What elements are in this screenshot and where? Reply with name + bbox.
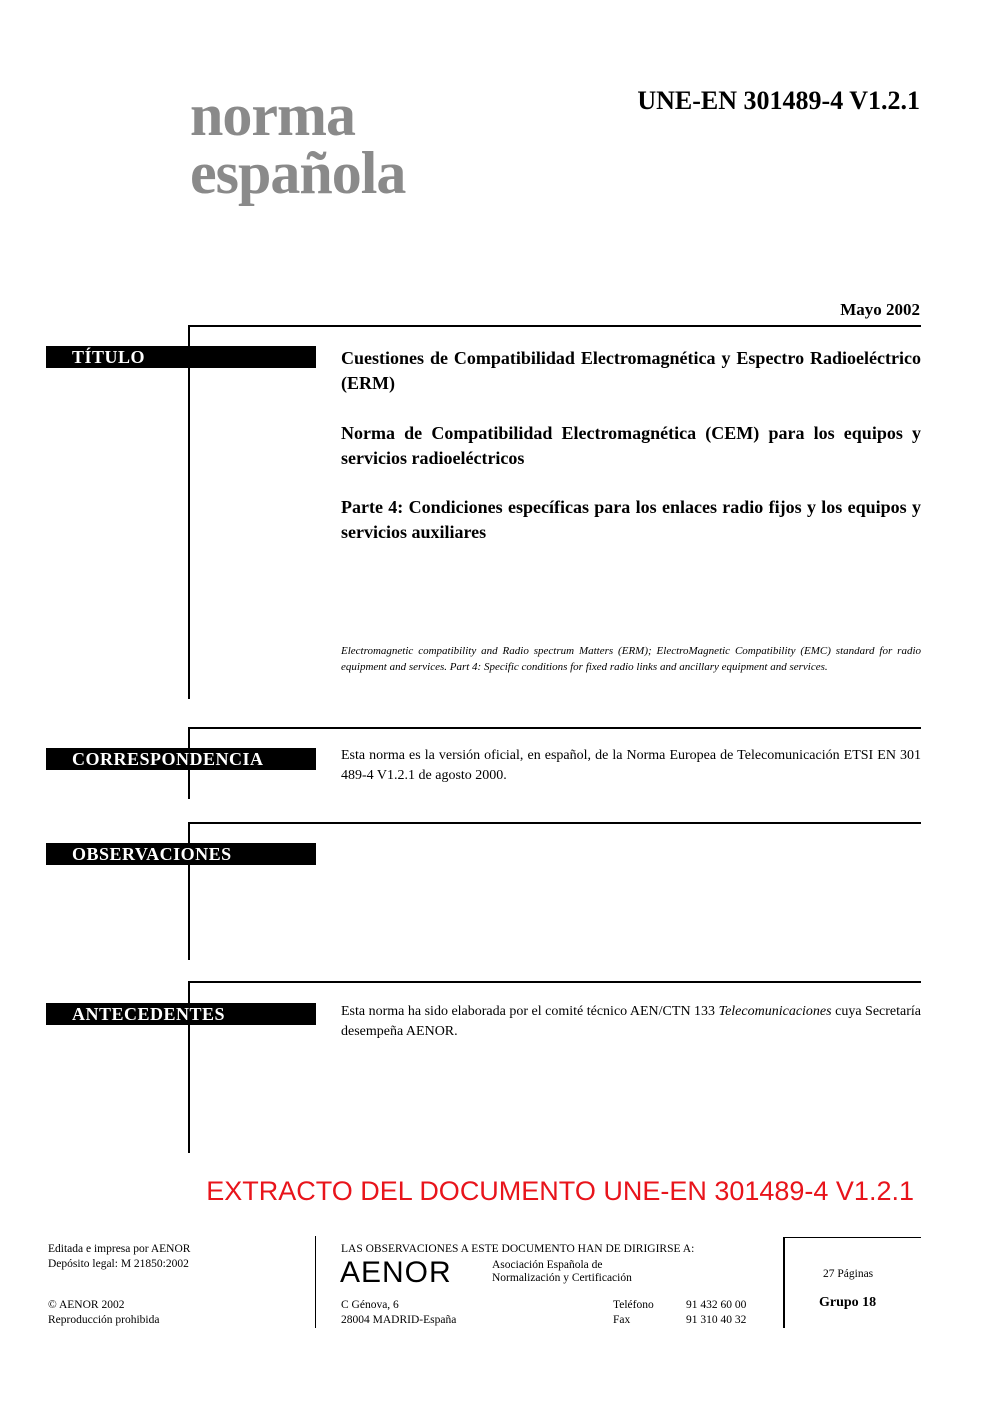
correspondencia-text: Esta norma es la versión oficial, en español, de la Norma Europea de Telecomunicación ETSI EN 301 489-4 V1.2.1 de agosto 2000.: [341, 748, 921, 783]
footer-association: [492, 1259, 632, 1285]
footer-box-left: [783, 1237, 785, 1328]
footer-copyright: © AENOR 2002: [48, 1299, 125, 1311]
divider-titulo: [188, 325, 921, 327]
footer-deposit: Depósito legal: M 21850:2002: [48, 1258, 189, 1270]
footer-box-top: [783, 1237, 921, 1238]
brand-norma: norma: [190, 82, 355, 148]
antecedentes-text: [341, 1002, 921, 1042]
footer-group: Grupo 18: [819, 1295, 877, 1310]
footer-observations-header: LAS OBSERVACIONES A ESTE DOCUMENTO HAN DE DIRIGIRSE A:: [341, 1243, 695, 1255]
assoc-line2: Normalización y Certificación: [492, 1272, 632, 1284]
label-antecedentes: ANTECEDENTES: [46, 1003, 316, 1025]
footer-edited: Editada e impresa por AENOR: [48, 1243, 191, 1255]
aenor-logo: AENOR: [340, 1256, 452, 1289]
title-part2: Norma de Compatibilidad Electromagnética (CEM) para los equipos y servicios radioeléctricos: [341, 423, 921, 468]
label-observaciones: OBSERVACIONES: [46, 843, 316, 865]
footer-pages: 27 Páginas: [823, 1268, 874, 1280]
title-part3: Parte 4: Condiciones específicas para los enlaces radio fijos y los equipos y servicios auxiliares: [341, 497, 921, 542]
divider-antecedentes: [188, 981, 921, 983]
label-titulo: TÍTULO: [46, 346, 316, 368]
antecedentes-text-a: Esta norma ha sido elaborada por el comité técnico AEN/CTN 133: [341, 1004, 719, 1019]
divider-observaciones: [188, 822, 921, 824]
publication-date: Mayo 2002: [840, 300, 920, 319]
footer-phone-value: 91 432 60 00: [686, 1299, 747, 1311]
divider-correspondencia: [188, 727, 921, 729]
footer-phone-label: Teléfono: [613, 1299, 654, 1311]
footer-address1: C Génova, 6: [341, 1299, 399, 1311]
footer-fax-value: 91 310 40 32: [686, 1314, 747, 1326]
vline-titulo: [188, 325, 190, 699]
antecedentes-text-b: cuya Secretaría desempeña AENOR.: [341, 1004, 921, 1039]
brand-espanola: española: [190, 140, 406, 206]
footer-reproduction: Reproducción prohibida: [48, 1314, 160, 1326]
title-part1: Cuestiones de Compatibilidad Electromagnética y Espectro Radioeléctrico (ERM): [341, 348, 921, 393]
standard-code: UNE-EN 301489-4 V1.2.1: [637, 86, 920, 115]
title-english: Electromagnetic compatibility and Radio spectrum Matters (ERM); ElectroMagnetic Compatibility (EMC) standard for radio equipment and services. Part 4: Specific conditions for fixed radio links and ancillary equipment and services.: [341, 645, 921, 673]
assoc-line1: Asociación Española de: [492, 1259, 603, 1271]
extract-notice: EXTRACTO DEL DOCUMENTO UNE-EN 301489-4 V1.2.1: [206, 1176, 914, 1206]
antecedentes-committee: Telecomunicaciones: [718, 1004, 832, 1019]
footer-fax-label: Fax: [613, 1314, 631, 1326]
label-correspondencia: CORRESPONDENCIA: [46, 748, 316, 770]
footer-divider-left: [315, 1236, 316, 1328]
footer-address2: 28004 MADRID-España: [341, 1314, 457, 1326]
